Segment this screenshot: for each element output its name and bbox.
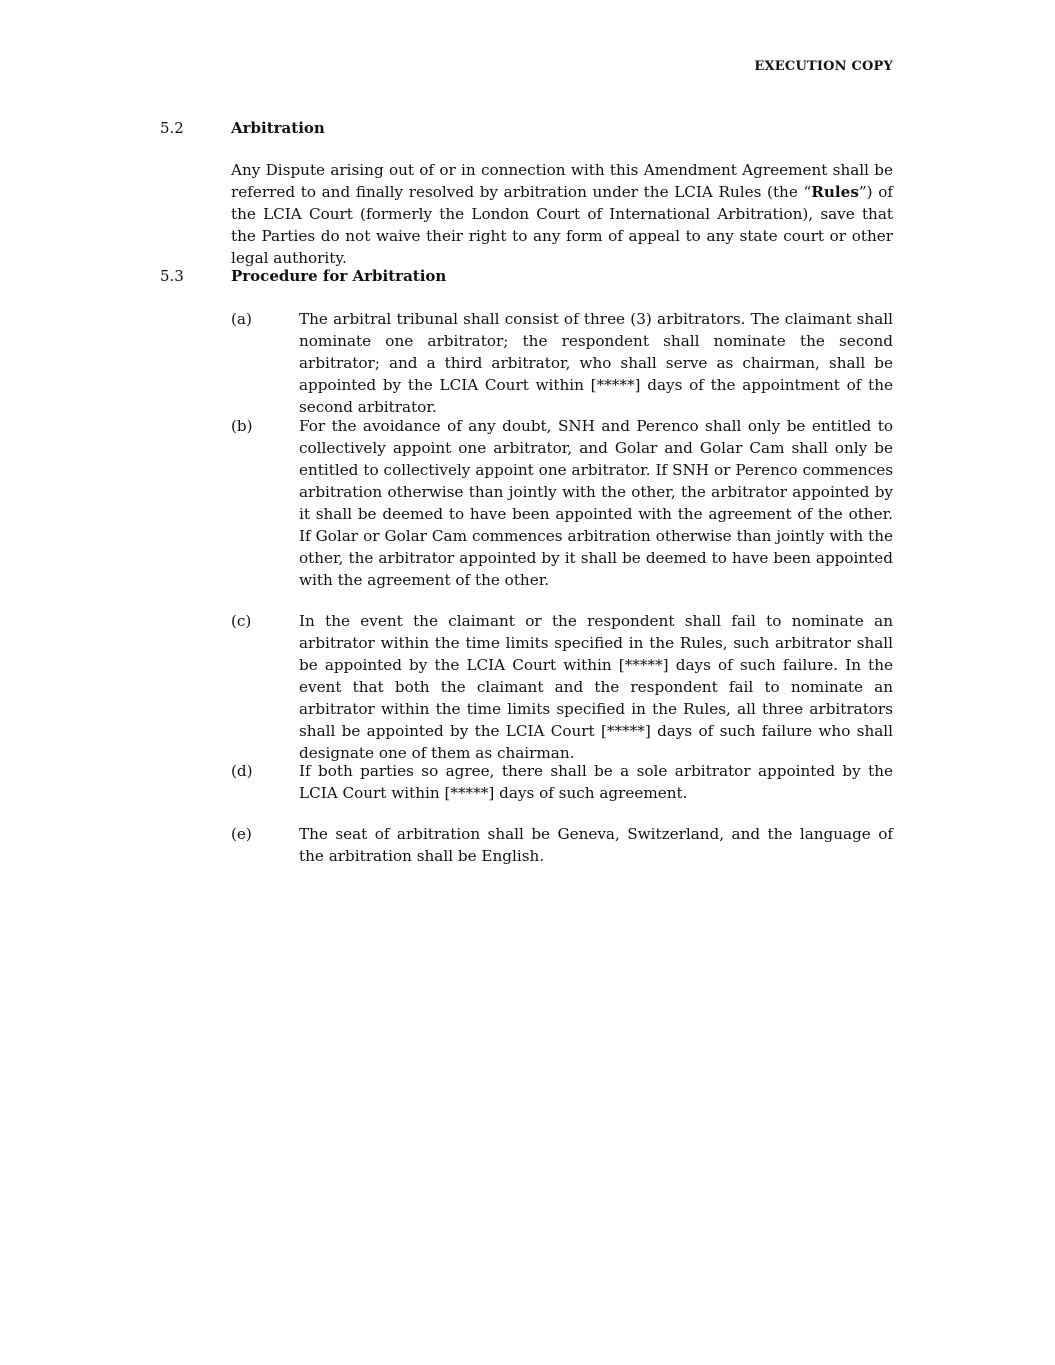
body-text-end: ”) of the LCIA Court (formerly the London Court of International Arbitration), save that the Parties do not waive their right to any form of appeal to any state court or other legal authority. — [231, 183, 893, 267]
item-label-a: (a) — [231, 310, 252, 328]
section-title-arbitration: Arbitration — [231, 119, 325, 137]
body-text-start: Any Dispute arising out of or in connection with this Amendment Agreement shall be referred to and finally resolved by arbitration under the LCIA Rules (the “ — [231, 161, 893, 201]
section-5-2-body — [231, 159, 893, 269]
item-label-b: (b) — [231, 417, 253, 435]
rules-defined-term: Rules — [811, 183, 859, 201]
item-text-c: In the event the claimant or the respondent shall fail to nominate an arbitrator within the time limits specified in the Rules, such arbitrator shall be appointed by the LCIA Court within [*****] days of such failure. In the event that both the claimant and the respondent fail to nominate an arbitrator within the time limits specified in the Rules, all three arbitrators shall be appointed by the LCIA Court [*****] days of such failure who shall designate one of them as chairman. — [299, 612, 893, 762]
item-text-e: The seat of arbitration shall be Geneva, Switzerland, and the language of the arbitration shall be English. — [299, 825, 893, 865]
item-label-e: (e) — [231, 825, 252, 843]
section-title-procedure: Procedure for Arbitration — [231, 267, 447, 285]
section-number-5-3: 5.3 — [160, 267, 184, 285]
section-number-5-2: 5.2 — [160, 119, 184, 137]
item-text-d: If both parties so agree, there shall be a sole arbitrator appointed by the LCIA Court within [*****] days of such agreement. — [299, 762, 893, 802]
item-label-c: (c) — [231, 612, 252, 630]
item-label-d: (d) — [231, 762, 253, 780]
item-text-a: The arbitral tribunal shall consist of three (3) arbitrators. The claimant shall nominate one arbitrator; the respondent shall nominate the second arbitrator; and a third arbitrator, who shall serve as chairman, shall be appointed by the LCIA Court within [*****] days of the appointment of the second arbitrator. — [299, 310, 893, 416]
item-text-b: For the avoidance of any doubt, SNH and Perenco shall only be entitled to collectively appoint one arbitrator, and Golar and Golar Cam shall only be entitled to collectively appoint one arbitrator. If SNH or Perenco commences arbitration otherwise than jointly with the other, the arbitrator appointed by it shall be deemed to have been appointed with the agreement of the other. If Golar or Golar Cam commences arbitration otherwise than jointly with the other, the arbitrator appointed by it shall be deemed to have been appointed with the agreement of the other. — [299, 417, 893, 589]
execution-copy-header: EXECUTION COPY — [754, 59, 893, 74]
